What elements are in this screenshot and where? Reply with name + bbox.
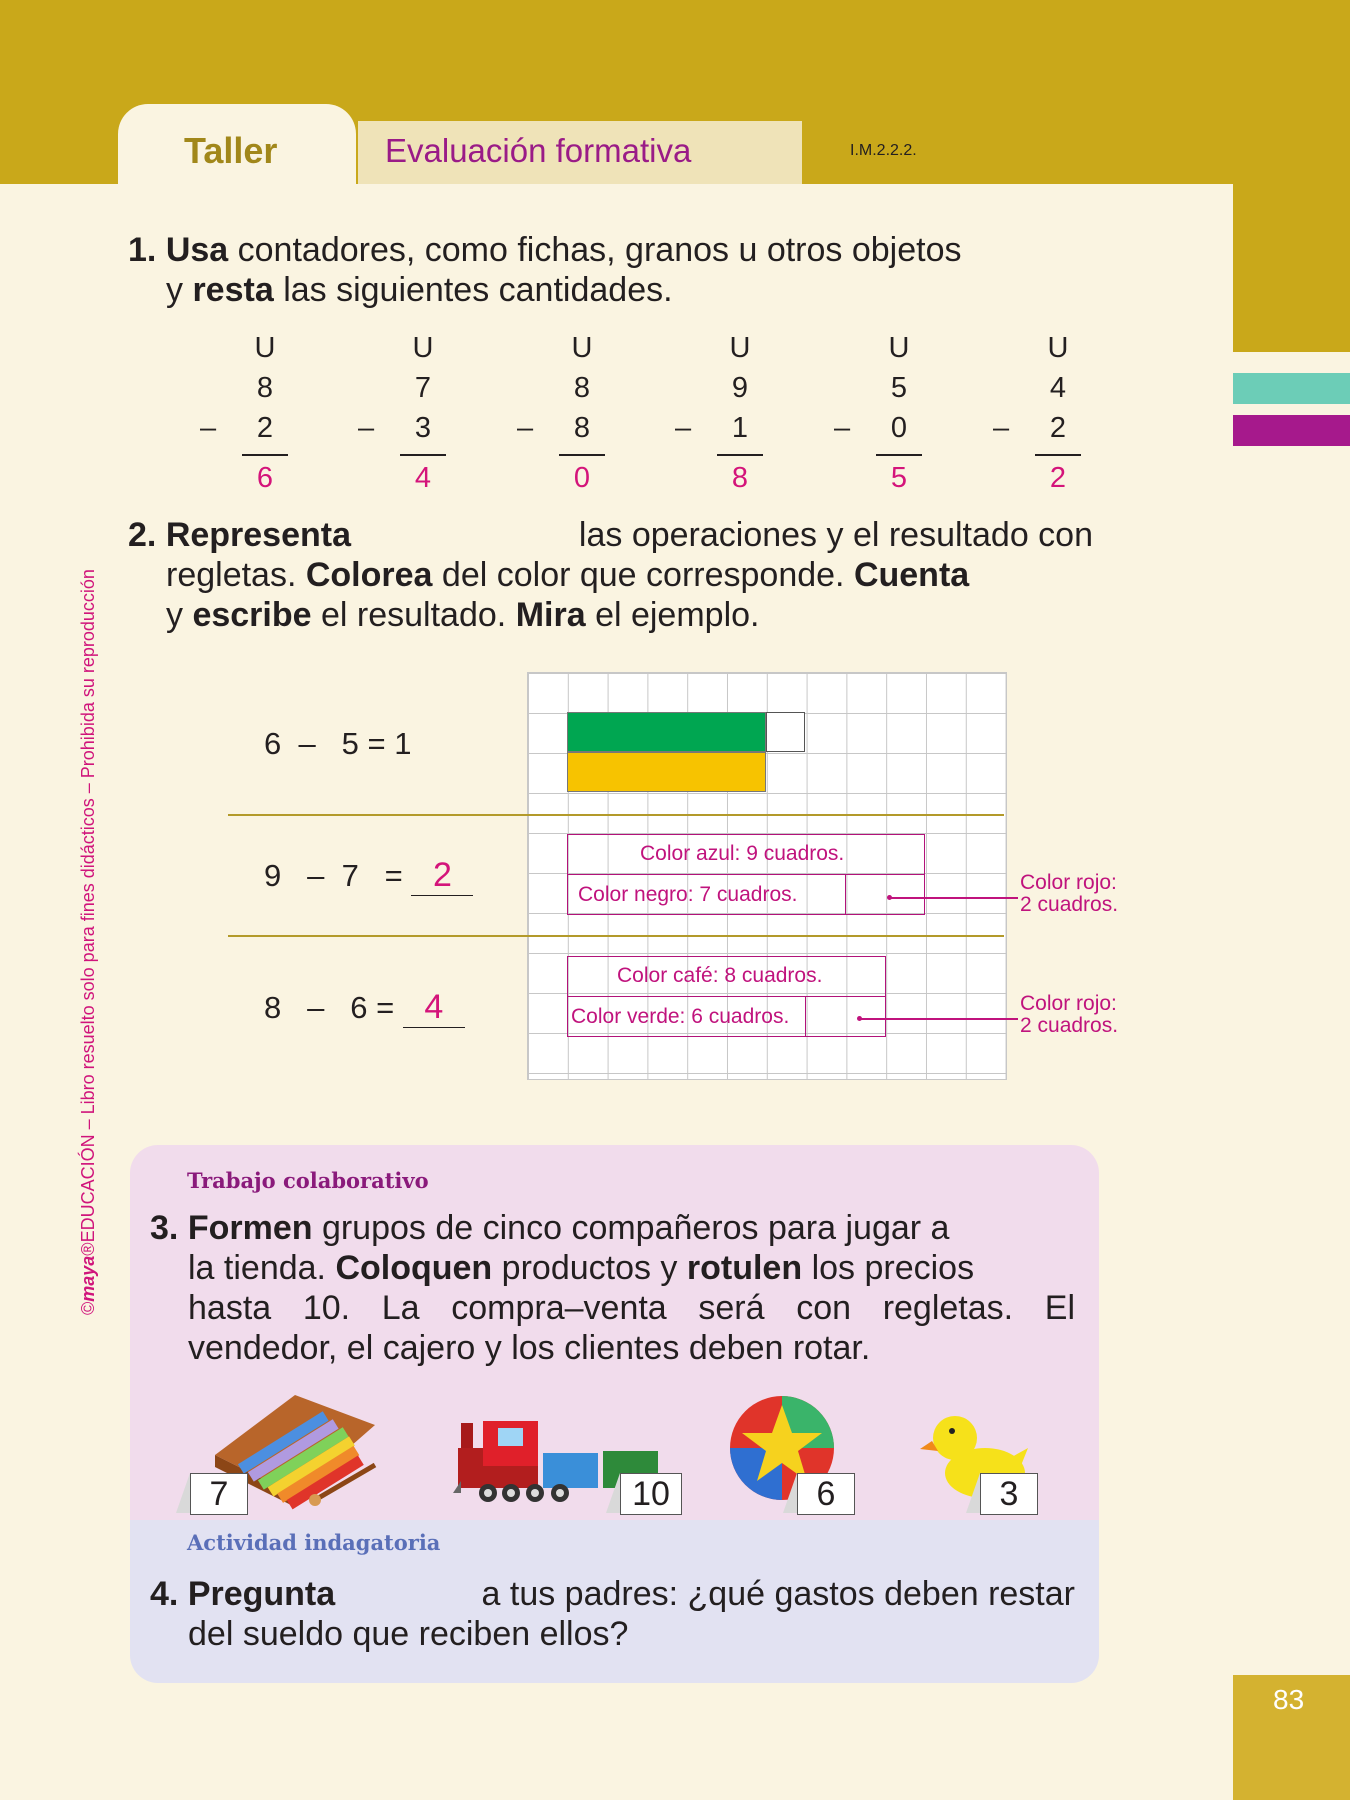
keyword: Usa <box>165 231 229 269</box>
keyword: Pregunta <box>187 1575 336 1613</box>
exercise-3-instructions <box>150 1208 1075 1368</box>
right-margin-band <box>1233 0 1350 352</box>
minuend: 8 <box>573 372 591 404</box>
copyright-side-note <box>78 569 99 1315</box>
equation-row-3 <box>264 988 465 1028</box>
minus-sign: – <box>675 412 692 444</box>
minuend: 5 <box>890 372 908 404</box>
exercise-number: 4. <box>150 1575 179 1613</box>
subtrahend: 8 <box>573 412 591 444</box>
rod-white <box>766 712 805 752</box>
units-header: U <box>888 332 910 364</box>
subtraction-2 <box>358 328 468 494</box>
exercise-number: 3. <box>150 1209 179 1247</box>
difference-answer: 0 <box>573 462 591 494</box>
result: 1 <box>394 726 412 761</box>
units-header: U <box>412 332 434 364</box>
inquiry-activity-title: Actividad indagatoria <box>187 1530 441 1555</box>
instruction-text: a tus padres: ¿qué gastos deben restar <box>481 1575 1075 1613</box>
difference-answer: 6 <box>256 462 274 494</box>
operand: 8 <box>264 990 282 1025</box>
keyword: Cuenta <box>853 556 970 594</box>
price-tag: 10 <box>620 1473 682 1515</box>
side-label-line: Color rojo: <box>1020 871 1117 894</box>
minus-sign: – <box>358 412 375 444</box>
exercise-number: 1. <box>128 231 157 269</box>
rod-label: Color verde: 6 cuadros. <box>571 1005 790 1028</box>
page-number: 83 <box>1273 1684 1305 1715</box>
equals-sign: = <box>376 990 395 1025</box>
subtrahend: 2 <box>1049 412 1067 444</box>
keyword: resta <box>192 271 274 309</box>
instruction-text: el ejemplo. <box>595 596 760 634</box>
answer-blank[interactable] <box>403 988 465 1028</box>
equation-row-2 <box>264 856 473 896</box>
minuend: 7 <box>414 372 432 404</box>
minuend: 4 <box>1049 372 1067 404</box>
equals-sign: = <box>384 858 403 893</box>
subtrahend: 1 <box>731 412 749 444</box>
rod-label: Color negro: 7 cuadros. <box>578 883 798 906</box>
side-label-line: 2 cuadros. <box>1020 1014 1119 1037</box>
keyword: Colorea <box>305 556 433 594</box>
difference-answer: 8 <box>731 462 749 494</box>
keyword: Formen <box>187 1209 313 1247</box>
side-note-text: EDUCACIÓN – Libro resuelto solo para fines didácticos – Prohibida su reproducción <box>78 569 98 1243</box>
collaborative-work-title: Trabajo colaborativo <box>187 1168 429 1193</box>
registered-symbol: ® <box>78 1242 98 1256</box>
pointer-line <box>860 1018 1018 1020</box>
copyright-symbol: © <box>78 1301 98 1315</box>
keyword: Mira <box>515 596 586 634</box>
subtrahend: 0 <box>890 412 908 444</box>
units-header: U <box>254 332 276 364</box>
instruction-text: grupos de cinco compañeros para jugar a <box>321 1209 950 1247</box>
rod-label: Color azul: 9 cuadros. <box>640 842 845 865</box>
result-rule <box>717 454 763 456</box>
price-tag-fold <box>783 1473 797 1513</box>
row-divider <box>228 935 1004 937</box>
minuend: 8 <box>256 372 274 404</box>
keyword: Coloquen <box>335 1249 493 1287</box>
example-equation <box>264 726 411 762</box>
exercise-1-instructions <box>128 230 1098 310</box>
difference-answer: 5 <box>890 462 908 494</box>
instruction-text: hasta 10. La compra–venta será con regletas. El <box>188 1289 1075 1327</box>
instruction-text: contadores, como fichas, granos u otros objetos <box>237 231 962 269</box>
exercise-2-instructions <box>128 515 1093 635</box>
instruction-text: el resultado. <box>321 596 507 634</box>
result-rule <box>242 454 288 456</box>
price-tag: 7 <box>190 1473 248 1515</box>
units-header: U <box>571 332 593 364</box>
brand-name: maya <box>78 1255 98 1302</box>
row-divider <box>228 814 1004 816</box>
rod-outline-two <box>805 996 886 1037</box>
instruction-text: y <box>166 596 183 634</box>
side-label <box>1020 872 1118 916</box>
operand: 9 <box>264 858 282 893</box>
minus-sign: – <box>517 412 534 444</box>
magenta-tab-marker <box>1233 415 1350 446</box>
rod-label: Color café: 8 cuadros. <box>617 964 823 987</box>
result-rule <box>1035 454 1081 456</box>
instruction-text: del sueldo que reciben ellos? <box>188 1615 629 1653</box>
subtraction-3 <box>517 328 627 494</box>
instruction-text: productos y <box>501 1249 678 1287</box>
price-tag-fold <box>606 1473 620 1513</box>
instruction-text: vendedor, el cajero y los clientes deben rotar. <box>188 1329 871 1367</box>
subtraction-4 <box>675 328 785 494</box>
side-label-line: Color rojo: <box>1020 992 1117 1015</box>
instruction-text: la tienda. <box>188 1249 326 1287</box>
difference-answer: 2 <box>1049 462 1067 494</box>
operand: 6 <box>264 726 282 761</box>
subtraction-6 <box>993 328 1103 494</box>
instruction-text: y <box>166 271 183 309</box>
price-tag-fold <box>176 1473 190 1513</box>
instruction-text: las operaciones y el resultado con <box>578 516 1093 554</box>
pointer-line <box>890 897 1018 899</box>
operand: 5 <box>341 726 359 761</box>
units-header: U <box>1047 332 1069 364</box>
minus-sign: – <box>834 412 851 444</box>
curriculum-code: I.M.2.2.2. <box>850 142 917 159</box>
tab-taller <box>118 104 356 194</box>
operand: 6 <box>350 990 368 1025</box>
teal-tab-marker <box>1233 373 1350 404</box>
result-rule <box>559 454 605 456</box>
rod-yellow <box>567 752 766 792</box>
page-number-box <box>1233 1675 1350 1800</box>
minuend: 9 <box>731 372 749 404</box>
operator: – <box>307 990 325 1025</box>
rod-outline-two <box>845 874 925 915</box>
keyword: rotulen <box>686 1249 803 1287</box>
subtraction-5 <box>834 328 944 494</box>
difference-answer: 4 <box>414 462 432 494</box>
result-rule <box>400 454 446 456</box>
side-label <box>1020 993 1118 1037</box>
rod-green <box>567 712 766 752</box>
answer: 2 <box>432 856 452 894</box>
equals-sign: = <box>367 726 386 761</box>
tab-taller-label: Taller <box>184 130 278 171</box>
subtrahend: 2 <box>256 412 274 444</box>
exercise-number: 2. <box>128 516 157 554</box>
keyword: escribe <box>192 596 312 634</box>
tab-evaluacion <box>358 121 802 184</box>
instruction-text: las siguientes cantidades. <box>283 271 673 309</box>
minus-sign: – <box>993 412 1010 444</box>
result-rule <box>876 454 922 456</box>
minus-sign: – <box>200 412 217 444</box>
exercise-4-instructions <box>150 1574 1075 1654</box>
subtraction-1 <box>200 328 310 494</box>
side-label-line: 2 cuadros. <box>1020 893 1119 916</box>
subtrahend: 3 <box>414 412 432 444</box>
units-header: U <box>729 332 751 364</box>
price-tag: 3 <box>980 1473 1038 1515</box>
instruction-text: regletas. <box>166 556 297 594</box>
price-tag-fold <box>966 1473 980 1513</box>
instruction-text: del color que corresponde. <box>441 556 845 594</box>
keyword: Representa <box>165 516 352 554</box>
instruction-text: los precios <box>811 1249 975 1287</box>
answer: 4 <box>424 988 444 1026</box>
answer-blank[interactable] <box>411 856 473 896</box>
operand: 7 <box>341 858 359 893</box>
operator: – <box>298 726 316 761</box>
operator: – <box>307 858 325 893</box>
tab-evaluacion-label: Evaluación formativa <box>385 132 692 169</box>
price-tag: 6 <box>797 1473 855 1515</box>
